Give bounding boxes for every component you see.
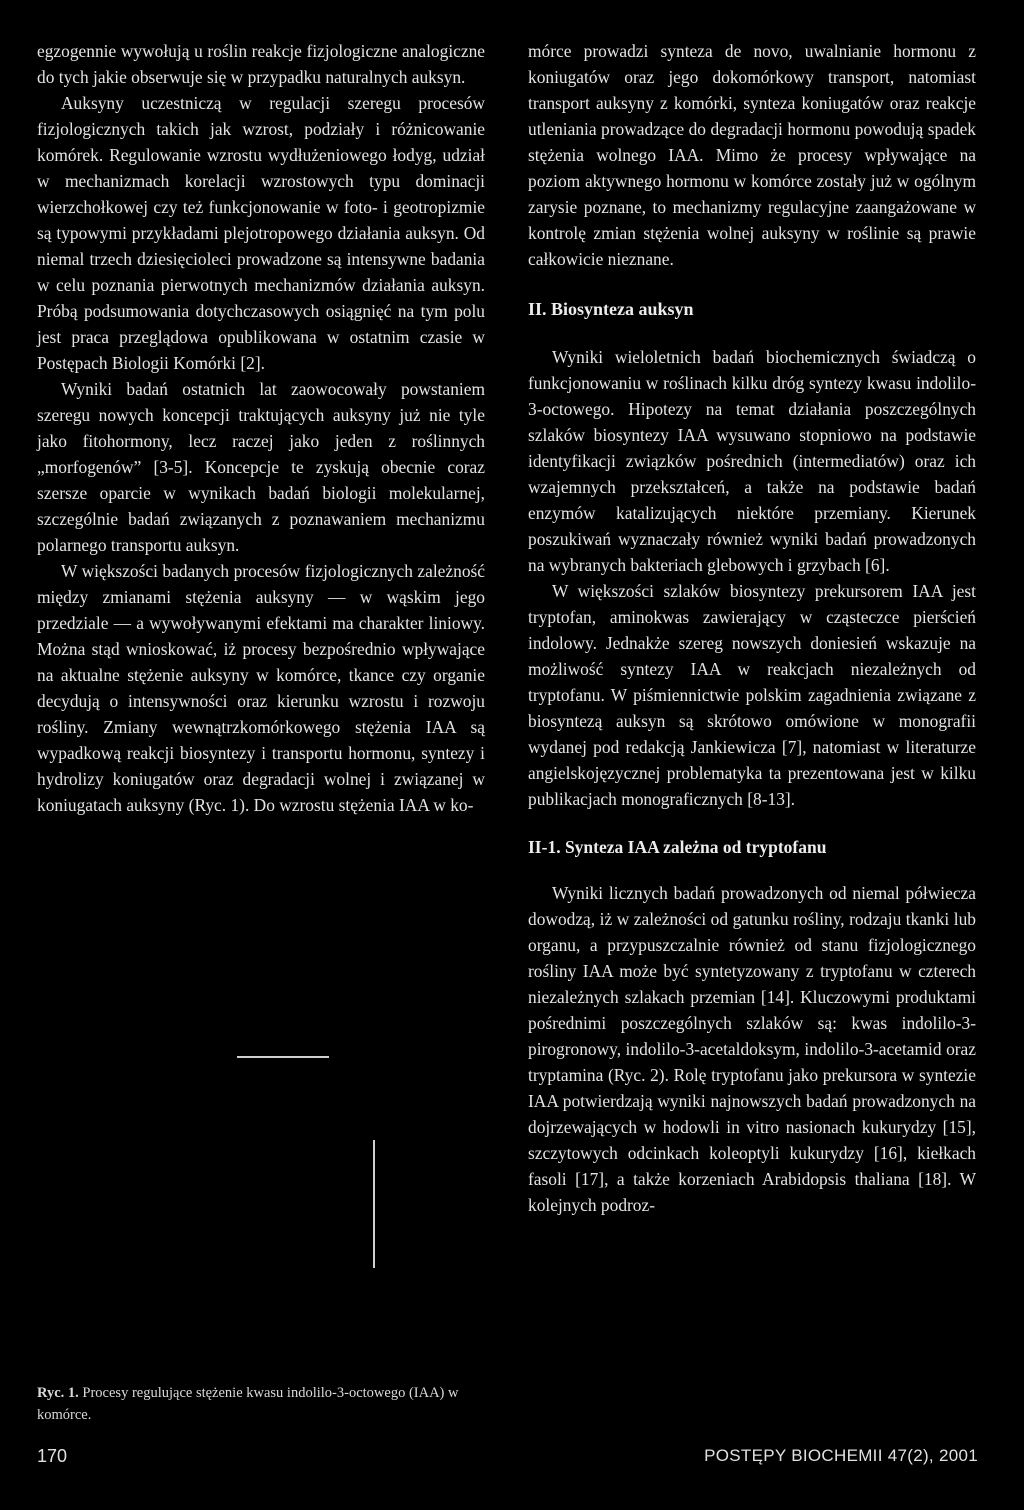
left-column bbox=[37, 38, 485, 818]
figure-vertical-line bbox=[373, 1140, 375, 1268]
section-heading: II. Biosynteza auksyn bbox=[528, 299, 694, 319]
subsection-heading: II-1. Synteza IAA zależna od tryptofanu bbox=[528, 837, 827, 857]
paragraph: W większości badanych procesów fizjologicznych zależność między zmianami stężenia auksyny — w wąskim jego przedziale — a wywoływanymi efektami ma charakter liniowy. Można stąd wnioskować, iż procesy bezpośrednio wpływające na aktualne stężenie auksyny w komórce, tkance czy organie decydują o intensywności oraz kierunku wzrostu i rozwoju rośliny. Zmiany wewnątrzkomórkowego stężenia IAA są wypadkową reakcji biosyntezy i transportu hormonu, syntezy i hydrolizy koniugatów oraz degradacji wolnej i związanej w koniugatach auksyny (Ryc. 1). Do wzrostu stężenia IAA w ko- bbox=[37, 561, 485, 815]
paragraph: egzogennie wywołują u roślin reakcje fizjologiczne analogiczne do tych jakie obserwuje się w przypadku naturalnych auksyn. bbox=[37, 41, 485, 87]
caption-text: Procesy regulujące stężenie kwasu indolilo-3-octowego (IAA) w komórce. bbox=[37, 1385, 459, 1423]
caption-label: Ryc. 1. bbox=[37, 1385, 79, 1401]
figure-caption bbox=[37, 1382, 497, 1426]
paragraph: mórce prowadzi synteza de novo, uwalnianie hormonu z koniugatów oraz jego dokomórkowy transport, natomiast transport auksyny z komórki, synteza koniugatów oraz reakcje utleniania prowadzące do degradacji hormonu powodują spadek stężenia wolnego IAA. Mimo że procesy wpływające na poziom aktywnego hormonu w komórce zostały już w ogólnym zarysie poznane, to mechanizmy regulacyjne zaangażowane w kontrolę zmian stężenia wolnej auksyny w roślinie są prawie całkowicie nieznane. bbox=[528, 41, 976, 269]
figure-rule bbox=[237, 1056, 329, 1058]
page-number: 170 bbox=[37, 1446, 68, 1466]
paragraph: Wyniki badań ostatnich lat zaowocowały powstaniem szeregu nowych koncepcji traktujących auksyny już nie tyle jako fitohormony, lecz raczej jako jeden z roślinnych „morfogenów” [3-5]. Koncepcje te zyskują obecnie coraz szersze oparcie w wynikach badań biologii molekularnej, szczególnie badań związanych z poznawaniem mechanizmu polarnego transportu auksyn. bbox=[37, 379, 485, 555]
paragraph: Wyniki wieloletnich badań biochemicznych świadczą o funkcjonowaniu w roślinach kilku dróg syntezy kwasu indolilo-3-octowego. Hipotezy na temat działania poszczególnych szlaków biosyntezy IAA wysuwano stopniowo na podstawie identyfikacji związków pośrednich (intermediatów) oraz ich wzajemnych przekształceń, a także na podstawie badań enzymów katalizujących niektóre przemiany. Kierunek poszukiwań wyznaczały również wyniki badań prowadzonych na wybranych bakteriach glebowych i grzybach [6]. bbox=[528, 347, 976, 575]
journal-name: POSTĘPY BIOCHEMII 47(2), 2001 bbox=[704, 1446, 978, 1465]
paragraph: Auksyny uczestniczą w regulacji szeregu procesów fizjologicznych takich jak wzrost, podziały i różnicowanie komórek. Regulowanie wzrostu wydłużeniowego łodyg, udział w mechanizmach korelacji wzrostowych typu dominacji wierzchołkowej czy też funkcjonowanie w foto- i geotropizmie są typowymi przykładami plejotropowego działania auksyn. Od niemal trzech dziesięcioleci prowadzone są intensywne badania w celu poznania pierwotnych mechanizmów działania auksyn. Próbą podsumowania dotychczasowych osiągnięć na tym polu jest praca przeglądowa opublikowana w ostatnim czasie w Postępach Biologii Komórki [2]. bbox=[37, 93, 485, 373]
figure-area bbox=[37, 1040, 487, 1380]
paragraph: W większości szlaków biosyntezy prekursorem IAA jest tryptofan, aminokwas zawierający w cząsteczce pierścień indolowy. Jednakże szereg nowszych doniesień wskazuje na możliwość syntezy IAA w reakcjach niezależnych od tryptofanu. W piśmiennictwie polskim zagadnienia związane z biosyntezą auksyn są skrótowo omówione w monografii wydanej pod redakcją Jankiewicza [7], natomiast w literaturze angielskojęzycznej problematyka ta prezentowana jest w kilku publikacjach monograficznych [8-13]. bbox=[528, 581, 976, 809]
right-column bbox=[528, 38, 976, 1218]
paragraph: Wyniki licznych badań prowadzonych od niemal półwiecza dowodzą, iż w zależności od gatunku rośliny, rodzaju tkanki lub organu, a przypuszczalnie również od stanu fizjologicznego rośliny IAA może być syntetyzowany z tryptofanu w czterech niezależnych szlakach przemian [14]. Kluczowymi produktami pośrednimi poszczególnych szlaków są: kwas indolilo-3-pirogronowy, indolilo-3-acetaldoksym, indolilo-3-acetamid oraz tryptamina (Ryc. 2). Rolę tryptofanu jako prekursora w syntezie IAA potwierdzają wyniki najnowszych badań prowadzonych na dojrzewających w hodowli in vitro nasionach kukurydzy [15], szczytowych odcinkach koleoptyli kukurydzy [16], kiełkach fasoli [17], a także korzeniach Arabidopsis thaliana [18]. W kolejnych podroz- bbox=[528, 883, 976, 1215]
